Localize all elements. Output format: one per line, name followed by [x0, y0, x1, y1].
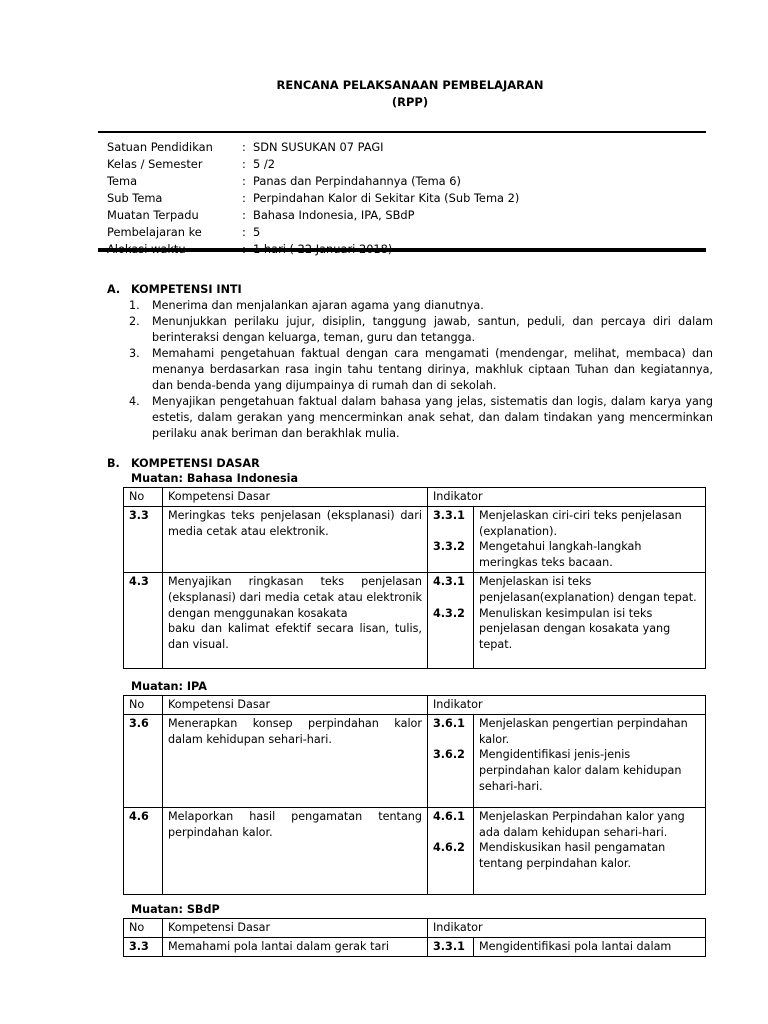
kd-header-row [124, 696, 706, 715]
kd-header-row [124, 488, 706, 507]
identity-colon: : [242, 208, 246, 222]
identity-value: Perpindahan Kalor di Sekitar Kita (Sub Tema 2) [253, 191, 520, 205]
identity-value: 5 [253, 225, 261, 239]
identity-row [107, 156, 519, 173]
identity-table [107, 139, 519, 258]
identity-row [107, 224, 519, 241]
document-subtitle: (RPP) [391, 95, 429, 109]
indicator-codes [428, 714, 474, 807]
kd-number: 3.3 [124, 506, 163, 572]
indicator-codes [428, 572, 474, 668]
indicator-code: 3.6.2 [433, 748, 465, 762]
muatan-sbdp-label: Muatan: SBdP [131, 903, 220, 916]
identity-colon: : [242, 140, 246, 154]
indicator-code: 3.3.1 [433, 508, 465, 522]
kd-description [163, 714, 428, 807]
ki-item [129, 346, 713, 394]
top-divider [98, 131, 706, 133]
indicator-text: Menjelaskan Perpindahan kalor yang ada dalam kehidupan sehari-hari. [479, 809, 685, 839]
col-indikator-header: Indikator [428, 696, 706, 715]
kd-text: Memahami pola lantai dalam gerak tari [168, 939, 390, 953]
section-b-heading [107, 457, 260, 470]
indicator-code: 4.6.2 [433, 841, 465, 855]
ki-item-number: 1. [129, 299, 140, 312]
col-kd-header: Kompetensi Dasar [163, 696, 428, 715]
indicator-text: Menjelaskan isi teks penjelasan(explanation) dengan tepat. [479, 574, 697, 604]
ki-item [129, 394, 713, 442]
indicator-code: 3.6.1 [433, 716, 465, 730]
col-kd-header: Kompetensi Dasar [163, 488, 428, 507]
kd-text: Meringkas teks penjelasan (eksplanasi) dari media cetak atau elektronik. [168, 508, 422, 538]
section-b-letter: B. [107, 457, 120, 470]
identity-row [107, 139, 519, 156]
identity-label: Sub Tema [107, 191, 163, 205]
identity-value: 5 /2 [253, 157, 275, 171]
kd-row [124, 807, 706, 894]
col-no-header: No [124, 919, 163, 938]
kompetensi-inti-list [129, 298, 713, 442]
kd-text-continued: baku dan kalimat efektif secara lisan, tulis, dan visual. [168, 622, 422, 652]
section-a-heading [107, 283, 242, 296]
ki-item-text: Menerima dan menjalankan ajaran agama yang dianutnya. [152, 299, 484, 312]
kd-row [124, 572, 706, 668]
kd-number: 3.6 [124, 714, 163, 807]
kd-text: Menyajikan ringkasan teks penjelasan (eksplanasi) dari media cetak atau elektronik dengan menggunakan kosakata [168, 574, 422, 620]
kd-table-sbdp [123, 918, 706, 957]
col-indikator-header: Indikator [428, 919, 706, 938]
indicator-code: 4.3.1 [433, 574, 465, 588]
identity-colon: : [242, 157, 246, 171]
kd-number: 3.3 [124, 937, 163, 956]
indicator-code: 3.3.2 [433, 540, 465, 554]
bottom-divider [98, 248, 706, 252]
ki-item-text: Menyajikan pengetahuan faktual dalam bahasa yang jelas, sistematis dan logis, dalam karya yang estetis, dalam gerakan yang mencerminkan anak sehat, dan dalam tindakan yang mencerminkan perilaku anak beriman dan berakhlak mulia. [152, 395, 713, 440]
section-a-title: KOMPETENSI INTI [131, 283, 242, 296]
section-a-letter: A. [107, 283, 121, 296]
indicator-texts [474, 572, 706, 668]
indicator-codes [428, 937, 474, 956]
indicator-text: Mengetahui langkah-langkah meringkas teks bacaan. [479, 540, 642, 570]
muatan-bi-label: Muatan: Bahasa Indonesia [131, 472, 298, 485]
indicator-codes [428, 506, 474, 572]
indicator-texts [474, 807, 706, 894]
identity-row [107, 173, 519, 190]
identity-label: Pembelajaran ke [107, 225, 202, 239]
kd-number: 4.3 [124, 572, 163, 668]
identity-label: Tema [107, 174, 138, 188]
kd-description [163, 572, 428, 668]
identity-label: Kelas / Semester [107, 157, 203, 171]
ki-item-number: 4. [129, 395, 140, 408]
identity-row [107, 207, 519, 224]
section-b-title: KOMPETENSI DASAR [131, 457, 260, 470]
indicator-texts [474, 506, 706, 572]
kd-text: Menerapkan konsep perpindahan kalor dalam kehidupan sehari-hari. [168, 716, 422, 746]
indicator-text: Menjelaskan ciri-ciri teks penjelasan (explanation). [479, 508, 682, 538]
ki-item-text: Memahami pengetahuan faktual dengan cara mengamati (mendengar, melihat, membaca) dan menanya berdasarkan rasa ingin tahu tentang dirinya, makhluk ciptaan Tuhan dan kegiatannya, dan benda-benda yang dijumpainya di rumah dan di sekolah. [152, 347, 713, 392]
kd-header-row [124, 919, 706, 938]
kd-description [163, 937, 428, 956]
indicator-text: Mendiskusikan hasil pengamatan tentang perpindahan kalor. [479, 841, 666, 871]
muatan-ipa-label: Muatan: IPA [131, 680, 207, 693]
kd-table-ipa [123, 695, 706, 895]
identity-colon: : [242, 174, 246, 188]
kd-description [163, 506, 428, 572]
ki-item-number: 2. [129, 315, 140, 328]
indicator-texts [474, 714, 706, 807]
identity-value: SDN SUSUKAN 07 PAGI [253, 140, 384, 154]
kd-description [163, 807, 428, 894]
kd-row [124, 714, 706, 807]
ki-item [129, 314, 713, 346]
indicator-code: 4.6.1 [433, 809, 465, 823]
indicator-code: 4.3.2 [433, 606, 465, 620]
col-no-header: No [124, 696, 163, 715]
kd-row [124, 506, 706, 572]
indicator-text: Mengidentifikasi jenis-jenis perpindahan kalor dalam kehidupan sehari-hari. [479, 748, 682, 793]
identity-colon: : [242, 191, 246, 205]
identity-label: Muatan Terpadu [107, 208, 199, 222]
ki-item-number: 3. [129, 347, 140, 360]
indicator-text: Menuliskan kesimpulan isi teks penjelasan dengan kosakata yang tepat. [479, 606, 671, 652]
col-indikator-header: Indikator [428, 488, 706, 507]
kd-row [124, 937, 706, 956]
document-title: RENCANA PELAKSANAAN PEMBELAJARAN [276, 78, 544, 92]
indicator-texts [474, 937, 706, 956]
identity-label: Satuan Pendidikan [107, 140, 213, 154]
kd-table-bahasa-indonesia [123, 487, 706, 669]
col-no-header: No [124, 488, 163, 507]
indicator-text: Mengidentifikasi pola lantai dalam [479, 939, 672, 953]
ki-item-text: Menunjukkan perilaku jujur, disiplin, tanggung jawab, santun, peduli, dan percaya diri dalam berinteraksi dengan keluarga, teman, guru dan tetangga. [152, 315, 713, 344]
ki-item [129, 298, 713, 314]
indicator-code: 3.3.1 [433, 939, 465, 953]
indicator-codes [428, 807, 474, 894]
identity-value: Panas dan Perpindahannya (Tema 6) [253, 174, 461, 188]
kd-number: 4.6 [124, 807, 163, 894]
col-kd-header: Kompetensi Dasar [163, 919, 428, 938]
identity-row [107, 190, 519, 207]
identity-value: Bahasa Indonesia, IPA, SBdP [253, 208, 415, 222]
kd-text: Melaporkan hasil pengamatan tentang perpindahan kalor. [168, 809, 422, 839]
indicator-text: Menjelaskan pengertian perpindahan kalor. [479, 716, 688, 746]
identity-colon: : [242, 225, 246, 239]
